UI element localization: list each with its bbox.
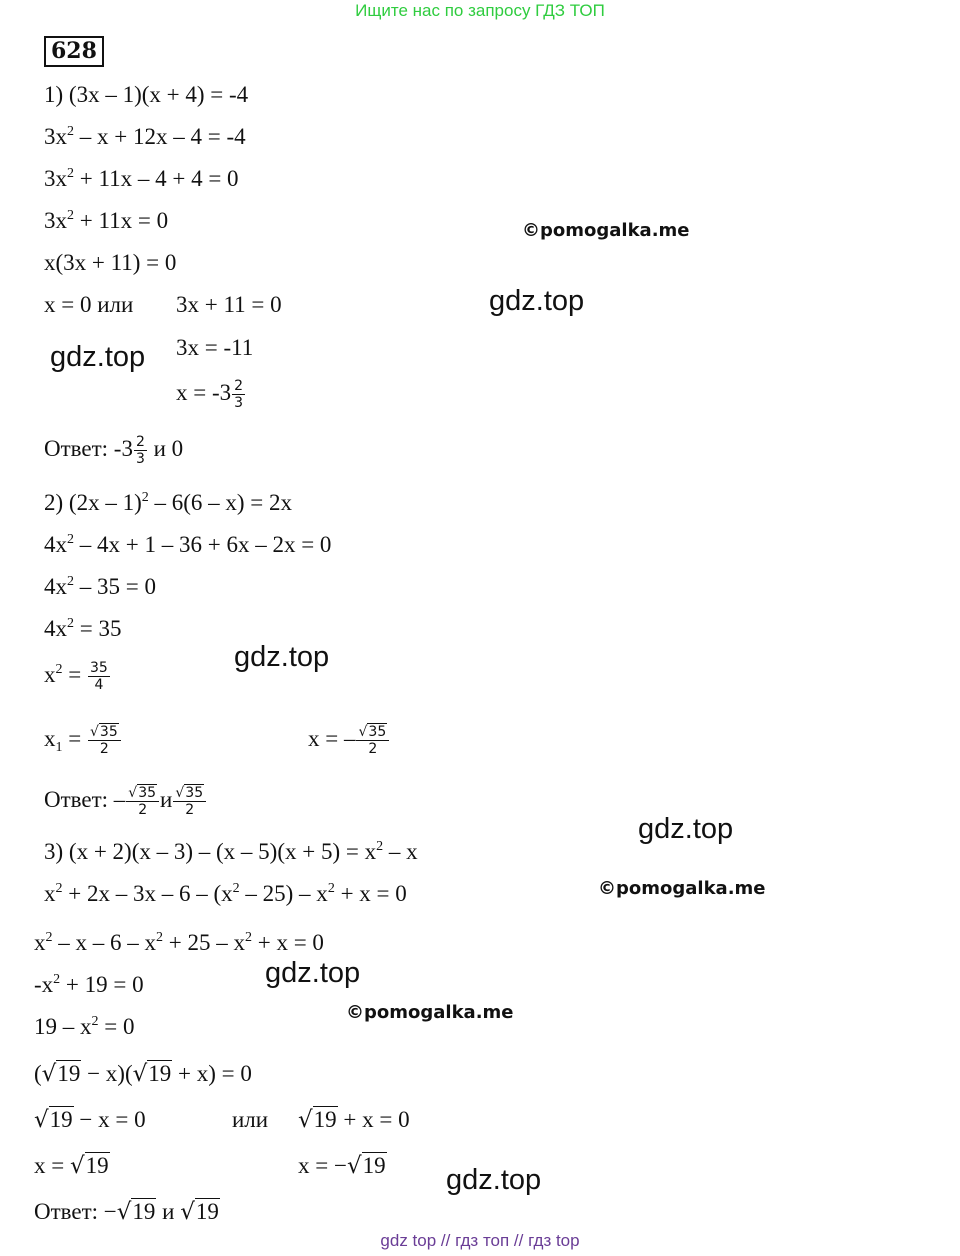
part3-line6: (√19 − x)(√19 + x) = 0 bbox=[34, 1061, 252, 1087]
part2-line3: $4x^2 - 35 = 0$ bbox=[44, 574, 156, 599]
part1-line6-left: x = 0 или bbox=[44, 292, 134, 317]
part3-line8-left: x = √19 bbox=[34, 1153, 109, 1179]
gdz-watermark: gdz.top bbox=[234, 641, 330, 673]
part1-line6-right: 3x + 11 = 0 bbox=[176, 292, 282, 317]
fraction: $\frac{√35}{2}$ bbox=[126, 785, 159, 818]
pomogalka-watermark: ©pomogalka.me bbox=[598, 878, 766, 899]
part1-answer: Ответ: -3 $\frac{2}{3}$ и 0 bbox=[44, 434, 184, 467]
part3-line7-right: √19 + x = 0 bbox=[298, 1107, 410, 1133]
part2-line4: $4x^2 = 35$ bbox=[44, 616, 122, 641]
part2-line1: 2) (2x – 1)$^2$ – 6(6 – x) = 2x bbox=[44, 490, 293, 515]
part3-answer: Ответ: −√19 и √19 bbox=[34, 1199, 219, 1225]
part3-line5: $19 - x^2 = 0$ bbox=[34, 1014, 135, 1039]
pomogalka-watermark: ©pomogalka.me bbox=[346, 1002, 514, 1023]
gdz-watermark: gdz.top bbox=[446, 1164, 542, 1196]
part1-line5: x(3x + 11) = 0 bbox=[44, 250, 177, 275]
part1-line8: x = -3 $\frac{2}{3}$ bbox=[176, 378, 244, 411]
part3-line7-left: √19 − x = 0 bbox=[34, 1107, 146, 1133]
part3-line8-right: x = −√19 bbox=[298, 1153, 386, 1179]
fraction: $\frac{√35}{2}$ bbox=[356, 724, 389, 757]
part2-line2: $4x^2 - 4x + 1 - 36 + 6x - 2x = 0$ bbox=[44, 532, 332, 557]
part2-answer: Ответ: – $\frac{√35}{2}$ и $\frac{√35}{2}$ bbox=[44, 785, 207, 818]
part2-line5: $x^2$ = $\frac{35}{4}$ bbox=[44, 660, 108, 693]
gdz-watermark: gdz.top bbox=[489, 285, 585, 317]
fraction: $\frac{2}{3}$ bbox=[135, 434, 145, 467]
problem-number: 628 bbox=[44, 36, 104, 67]
part2-root2: x = – $\frac{√35}{2}$ bbox=[308, 724, 390, 757]
part1-line4: $3x^2 + 11x = 0$ bbox=[44, 208, 169, 233]
part3-line4: $-x^2 + 19 = 0$ bbox=[34, 972, 144, 997]
part3-line1: 3) $(x + 2)(x - 3) - (x - 5)(x + 5) = x^2 - x$ bbox=[44, 839, 418, 864]
gdz-watermark: gdz.top bbox=[265, 957, 361, 989]
part1-line3: $3x^2 + 11x - 4 + 4 = 0$ bbox=[44, 166, 239, 191]
part1-line7: 3x = -11 bbox=[176, 335, 254, 360]
part3-line3: $x^2 - x - 6 - x^2 + 25 - x^2 + x = 0$ bbox=[34, 930, 324, 955]
pomogalka-watermark: ©pomogalka.me bbox=[522, 220, 690, 241]
fraction: $\frac{√35}{2}$ bbox=[173, 785, 206, 818]
gdz-watermark: gdz.top bbox=[50, 341, 146, 373]
part1-line2: $3x^2 - x + 12x - 4 = -4$ bbox=[44, 124, 246, 149]
search-hint-header: Ищите нас по запросу ГДЗ ТОП bbox=[355, 1, 605, 20]
fraction: $\frac{35}{4}$ bbox=[89, 660, 108, 693]
fraction: $\frac{2}{3}$ bbox=[234, 378, 244, 411]
part3-line7-or: или bbox=[232, 1107, 269, 1132]
footer-links: gdz top // гдз топ // гдз top bbox=[380, 1231, 580, 1250]
part2-root1: $x_1$ = $\frac{√35}{2}$ bbox=[44, 724, 122, 757]
fraction: $\frac{√35}{2}$ bbox=[88, 724, 121, 757]
part3-line2: $x^2 + 2x - 3x - 6 - (x^2 - 25) - x^2 + x = 0$ bbox=[44, 881, 407, 906]
part1-line1: 1) (3x – 1)(x + 4) = -4 bbox=[44, 82, 249, 107]
gdz-watermark: gdz.top bbox=[638, 813, 734, 845]
